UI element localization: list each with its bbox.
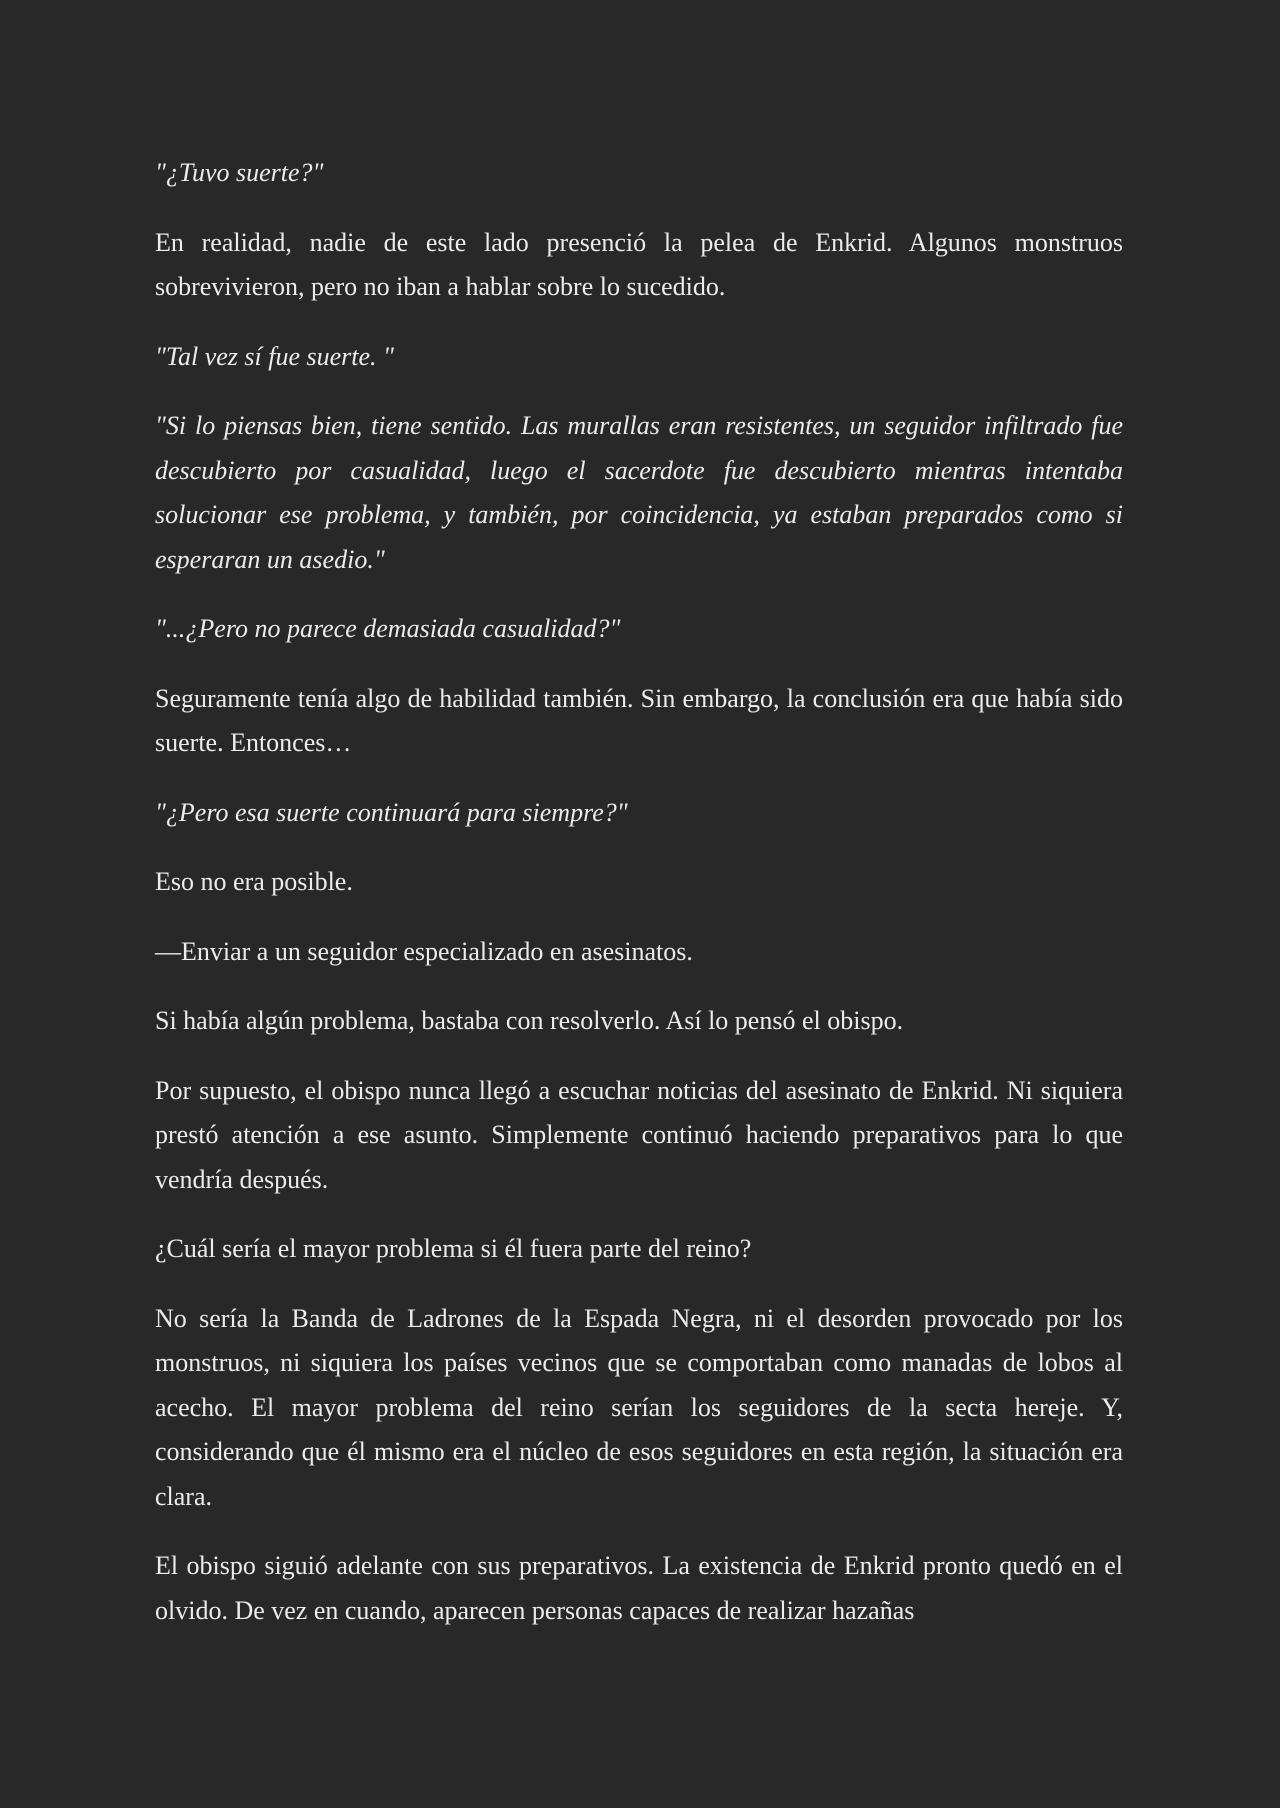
paragraph: Si había algún problema, bastaba con resolverlo. Así lo pensó el obispo. [155,1006,904,1035]
paragraph-dialogue: "¿Tuvo suerte?" [155,158,324,187]
paragraph: No sería la Banda de Ladrones de la Espada Negra, ni el desorden provocado por los monstruos, ni siquiera los países vecinos que se comportaban como manadas de lobos al acecho. El mayor problema del reino serían los seguidores de la secta hereje. Y, considerando que él mismo era el núcleo de esos seguidores en esta región, la situación era clara. [155,1303,1123,1511]
paragraph: Eso no era posible. [155,867,353,896]
reading-page [155,151,1123,1658]
paragraph: En realidad, nadie de este lado presenció la pelea de Enkrid. Algunos monstruos sobrevivieron, pero no iban a hablar sobre lo sucedido. [155,227,1123,301]
paragraph: ¿Cuál sería el mayor problema si él fuera parte del reino? [155,1234,752,1263]
paragraph: —Enviar a un seguidor especializado en asesinatos. [155,936,693,966]
paragraph: El obispo siguió adelante con sus preparativos. La existencia de Enkrid pronto quedó en el olvido. De vez en cuando, aparecen personas capaces de realizar hazañas [155,1551,1123,1625]
paragraph-dialogue: "Tal vez sí fue suerte. " [155,341,394,371]
paragraph-dialogue: "...¿Pero no parece demasiada casualidad?" [155,614,621,643]
paragraph: Seguramente tenía algo de habilidad también. Sin embargo, la conclusión era que había sido suerte. Entonces… [155,683,1123,757]
paragraph: Por supuesto, el obispo nunca llegó a escuchar noticias del asesinato de Enkrid. Ni siquiera prestó atención a ese asunto. Simplemente continuó haciendo preparativos para lo que vendría después. [155,1075,1123,1194]
paragraph-dialogue: "¿Pero esa suerte continuará para siempre?" [155,797,628,827]
paragraph-dialogue: "Si lo piensas bien, tiene sentido. Las murallas eran resistentes, un seguidor infiltrado fue descubierto por casualidad, luego el sacerdote fue descubierto mientras intentaba solucionar ese problema, y también, por coincidencia, ya estaban preparados como si esperaran un asedio." [155,411,1123,574]
